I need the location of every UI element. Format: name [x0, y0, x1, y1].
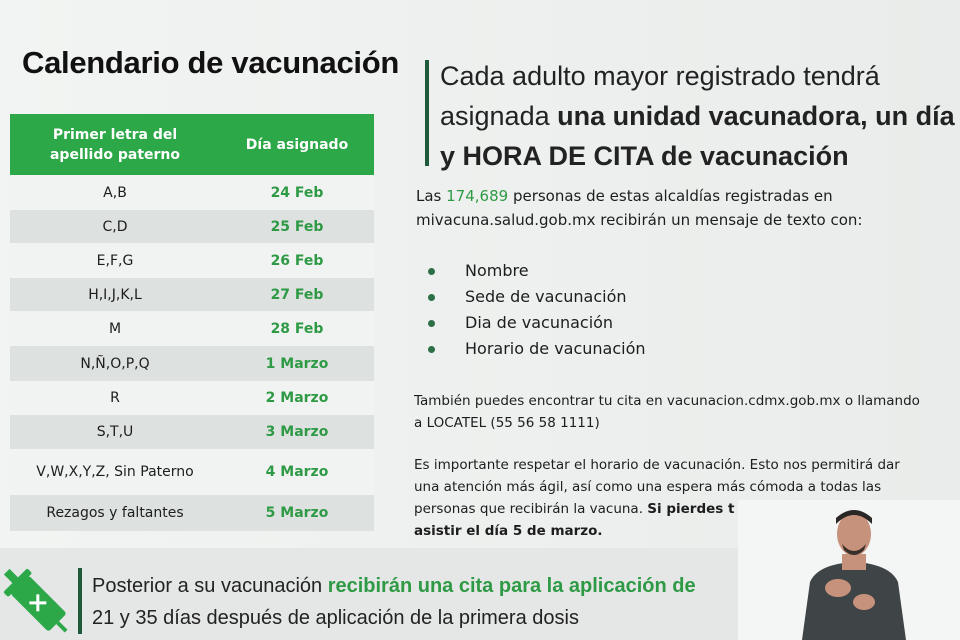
- headline-line2-bold: una unidad vacunadora, un día: [557, 101, 955, 131]
- header-date-column: Día asignado: [245, 136, 349, 153]
- sign-language-interpreter: [738, 500, 960, 640]
- header-letter-column: [10, 125, 220, 165]
- notice-line4-bold: asistir el día 5 de marzo.: [414, 523, 603, 539]
- row-letters: V,W,X,Y,Z, Sin Paterno: [36, 464, 194, 480]
- headline-line2: [440, 96, 955, 136]
- syringe-icon: [0, 560, 70, 640]
- bullet-icon: [428, 268, 435, 275]
- bottom-accent-bar: [78, 568, 82, 634]
- p1-suffix: personas de estas alcaldías registradas en: [508, 187, 833, 205]
- registration-line1: [416, 184, 946, 208]
- locatel-line1: También puedes encontrar tu cita en vacunacion.cdmx.gob.mx o llamando: [414, 393, 920, 409]
- row-letters: H,I,J,K,L: [88, 286, 142, 303]
- list-item-label: Horario de vacunación: [465, 339, 646, 358]
- table-row: [10, 278, 374, 311]
- list-item-label: Nombre: [465, 261, 529, 280]
- calendar-table-header: [10, 114, 374, 175]
- table-row: [10, 495, 374, 531]
- locatel-line2: a LOCATEL (55 56 58 1111): [414, 415, 600, 431]
- bullet-icon: [428, 320, 435, 327]
- second-dose-line1-highlight: recibirán una cita para la aplicación de: [327, 575, 696, 597]
- headline-line3-tail: de vacunación: [653, 141, 849, 171]
- list-item: [428, 258, 646, 284]
- row-letters: A,B: [103, 184, 127, 201]
- header-letter-line2: apellido paterno: [49, 146, 181, 163]
- row-date: 5 Marzo: [265, 505, 329, 521]
- row-letters: R: [110, 390, 120, 406]
- second-dose-notice: [92, 570, 792, 634]
- list-item: [428, 336, 646, 362]
- list-item: [428, 310, 646, 336]
- second-dose-line1-plain: Posterior a su vacunación: [92, 575, 328, 597]
- list-item: [428, 284, 646, 310]
- table-row: [10, 346, 374, 381]
- row-date: 25 Feb: [270, 218, 324, 235]
- row-date: 4 Marzo: [265, 464, 329, 480]
- table-row: [10, 449, 374, 495]
- header-letter-line1: Primer letra del: [52, 126, 178, 143]
- row-date: 27 Feb: [270, 286, 324, 303]
- table-row: [10, 175, 374, 210]
- row-letters: E,F,G: [96, 252, 134, 269]
- row-date: 26 Feb: [270, 252, 324, 269]
- notice-line3-plain: personas que recibirán la vacuna.: [414, 501, 648, 517]
- row-date: 24 Feb: [270, 184, 324, 201]
- p1-prefix: Las: [416, 187, 447, 205]
- list-item-label: Sede de vacunación: [465, 287, 627, 306]
- table-row: [10, 243, 374, 278]
- headline-accent-bar: [425, 60, 429, 166]
- table-row: [10, 311, 374, 346]
- locatel-paragraph: [414, 390, 944, 434]
- message-contents-list: [428, 258, 646, 362]
- row-letters: N,Ñ,O,P,Q: [80, 355, 150, 372]
- notice-line1: Es importante respetar el horario de vacunación. Esto nos permitirá dar: [414, 457, 900, 473]
- headline-line2-plain: asignada: [440, 101, 558, 131]
- table-row: [10, 210, 374, 243]
- row-letters: Rezagos y faltantes: [46, 505, 184, 521]
- registered-count: 174,689: [446, 187, 509, 205]
- row-date: 2 Marzo: [265, 390, 329, 406]
- headline-line3-bold: y HORA DE CITA: [440, 141, 654, 171]
- headline: [440, 56, 955, 176]
- headline-line3: [440, 136, 955, 176]
- row-letters: C,D: [102, 218, 128, 235]
- table-row: [10, 415, 374, 449]
- calendar-title: Calendario de vacunación: [22, 45, 399, 80]
- list-item-label: Dia de vacunación: [465, 313, 614, 332]
- bullet-icon: [428, 294, 435, 301]
- row-date: 3 Marzo: [265, 424, 329, 440]
- notice-line3-bold: Si pierdes t: [647, 501, 735, 517]
- registration-line2: mivacuna.salud.gob.mx recibirán un mensaje de texto con:: [416, 211, 863, 229]
- row-date: 28 Feb: [270, 320, 324, 337]
- table-row: [10, 381, 374, 415]
- second-dose-line1: [92, 570, 792, 602]
- headline-line1: Cada adulto mayor registrado tendrá: [440, 61, 880, 91]
- interpreter-figure: [738, 500, 960, 640]
- row-date: 1 Marzo: [265, 355, 329, 372]
- row-letters: M: [108, 320, 122, 337]
- second-dose-line2: 21 y 35 días después de aplicación de la primera dosis: [92, 607, 579, 629]
- calendar-table: [10, 114, 374, 531]
- registration-paragraph: [416, 184, 946, 232]
- bullet-icon: [428, 346, 435, 353]
- row-letters: S,T,U: [96, 424, 134, 440]
- notice-line2: una atención más ágil, así como una espera más cómoda a todas las: [414, 479, 882, 495]
